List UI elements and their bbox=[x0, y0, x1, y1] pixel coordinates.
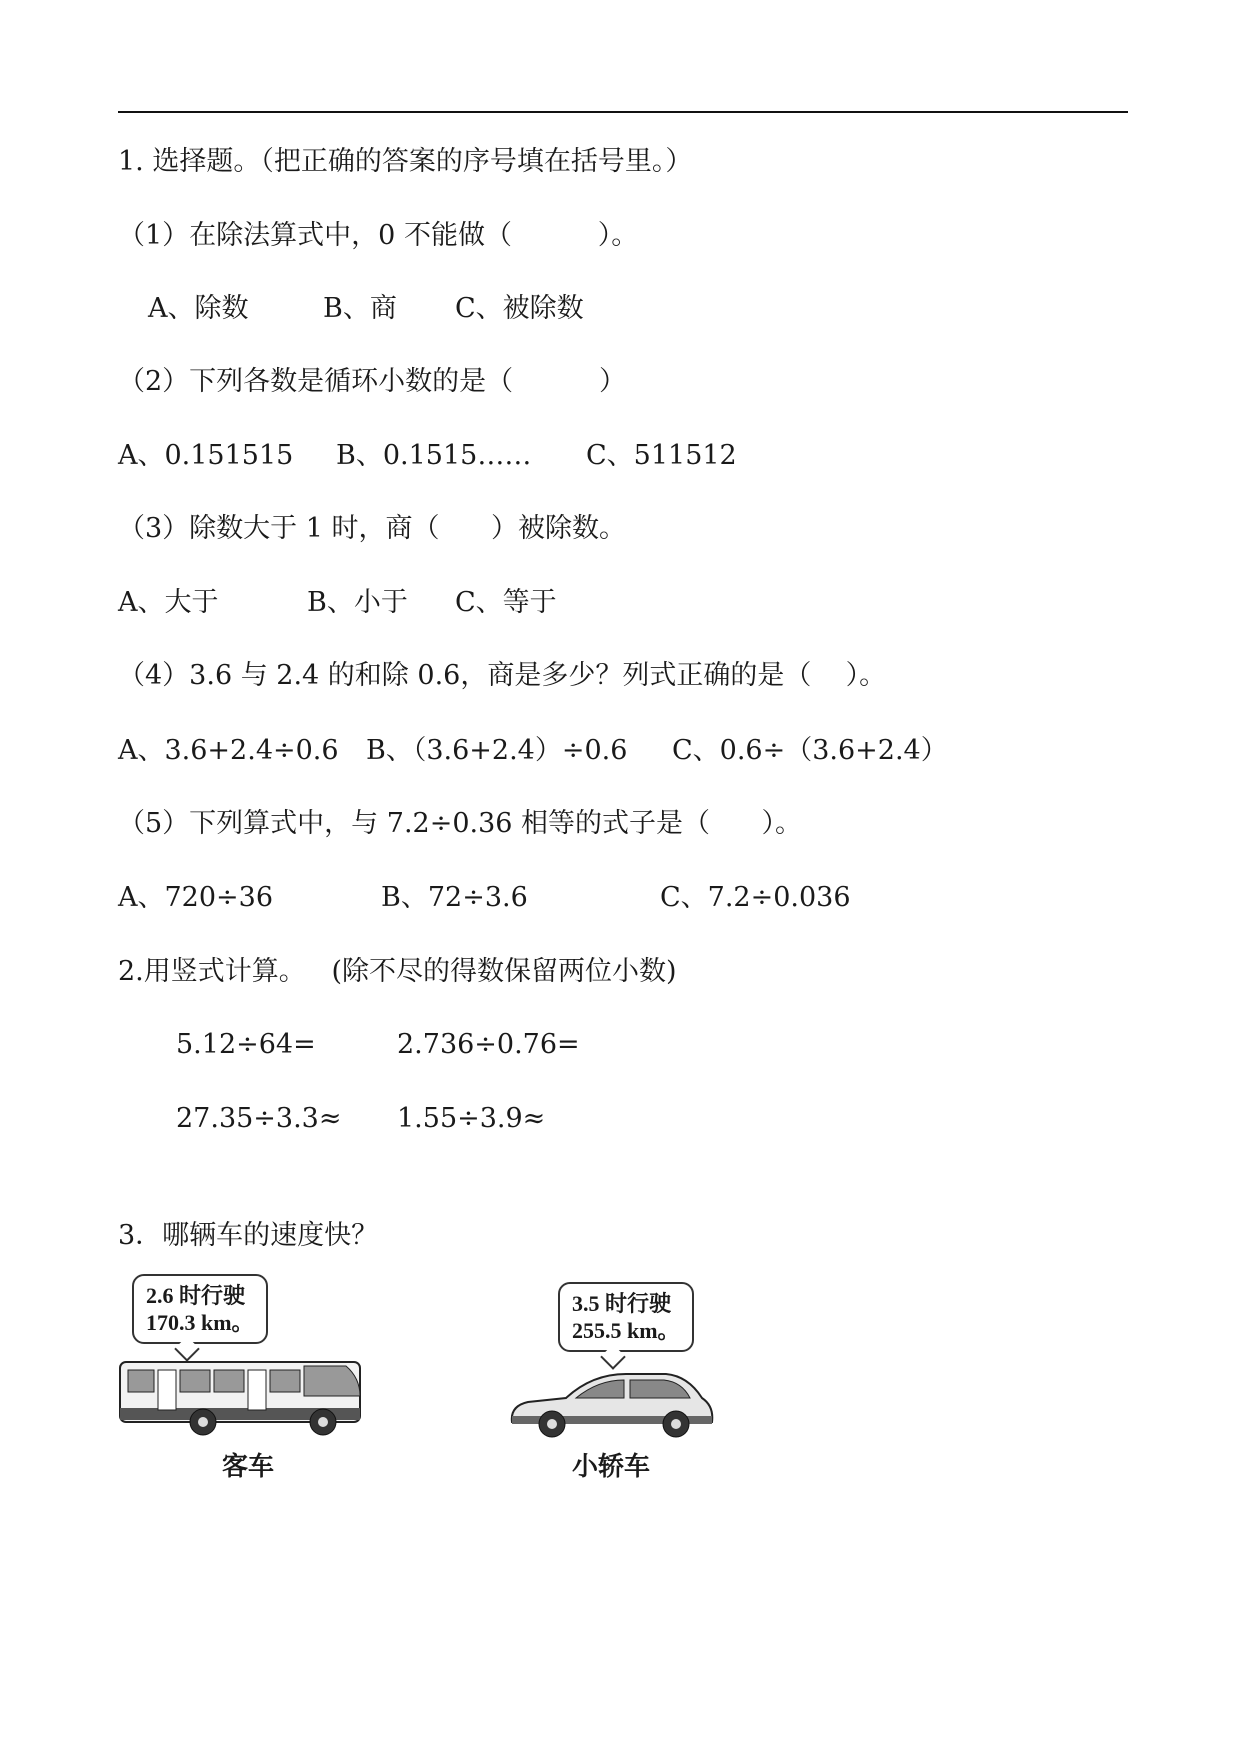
q2-expr-2: 2.736÷0.76= bbox=[397, 1029, 580, 1060]
bus-label: 客车 bbox=[222, 1452, 275, 1482]
q2-expr-1: 5.12÷64= bbox=[176, 1029, 316, 1060]
q1-2-option-a: A、0.151515 bbox=[118, 440, 294, 471]
q1-3-option-a: A、大于 bbox=[118, 587, 219, 618]
q1-5-option-b: B、72÷3.6 bbox=[381, 882, 528, 913]
bus-scene bbox=[118, 1270, 378, 1480]
q1-1-option-b: B、商 bbox=[323, 293, 397, 324]
q1-4-option-c: C、0.6÷（3.6+2.4） bbox=[672, 735, 948, 766]
q1-4-stem: （4）3.6 与 2.4 的和除 0.6，商是多少？列式正确的是（ ）。 bbox=[118, 660, 887, 691]
bus-icon bbox=[118, 1356, 368, 1442]
q1-1-option-a: A、除数 bbox=[148, 293, 249, 324]
q1-3-stem: （3）除数大于 1 时，商（ ）被除数。 bbox=[118, 513, 627, 544]
q1-1-option-c: C、被除数 bbox=[455, 293, 584, 324]
car-speech-bubble: 3.5 时行驶 255.5 km。 bbox=[558, 1282, 694, 1352]
q1-title: 1. 选择题。（把正确的答案的序号填在括号里。） bbox=[118, 146, 693, 177]
q2-title: 2.用竖式计算。 (除不尽的得数保留两位小数) bbox=[118, 956, 677, 987]
q2-expr-4: 1.55÷3.9≈ bbox=[397, 1103, 546, 1134]
bus-speech-bubble: 2.6 时行驶 170.3 km。 bbox=[132, 1274, 268, 1344]
header-rule bbox=[118, 111, 1128, 113]
q1-3-option-c: C、等于 bbox=[455, 587, 557, 618]
q1-4-option-a: A、3.6+2.4÷0.6 bbox=[118, 735, 339, 766]
q1-2-option-c: C、511512 bbox=[586, 440, 737, 471]
car-label: 小轿车 bbox=[572, 1452, 651, 1482]
q1-5-option-c: C、7.2÷0.036 bbox=[660, 882, 851, 913]
q1-2-option-b: B、0.1515…… bbox=[336, 440, 532, 471]
q1-5-option-a: A、720÷36 bbox=[118, 882, 274, 913]
q1-1-stem: （1）在除法算式中，0 不能做（ ）。 bbox=[118, 220, 639, 251]
q1-4-option-b: B、（3.6+2.4）÷0.6 bbox=[366, 735, 628, 766]
q1-2-stem: （2）下列各数是循环小数的是（ ） bbox=[118, 366, 627, 397]
q2-expr-3: 27.35÷3.3≈ bbox=[176, 1103, 342, 1134]
car-scene bbox=[506, 1270, 720, 1480]
q1-5-stem: （5）下列算式中，与 7.2÷0.36 相等的式子是（ ）。 bbox=[118, 808, 803, 839]
q3-title: 3．哪辆车的速度快？ bbox=[118, 1220, 379, 1251]
q1-3-option-b: B、小于 bbox=[307, 587, 408, 618]
car-icon bbox=[506, 1366, 718, 1446]
